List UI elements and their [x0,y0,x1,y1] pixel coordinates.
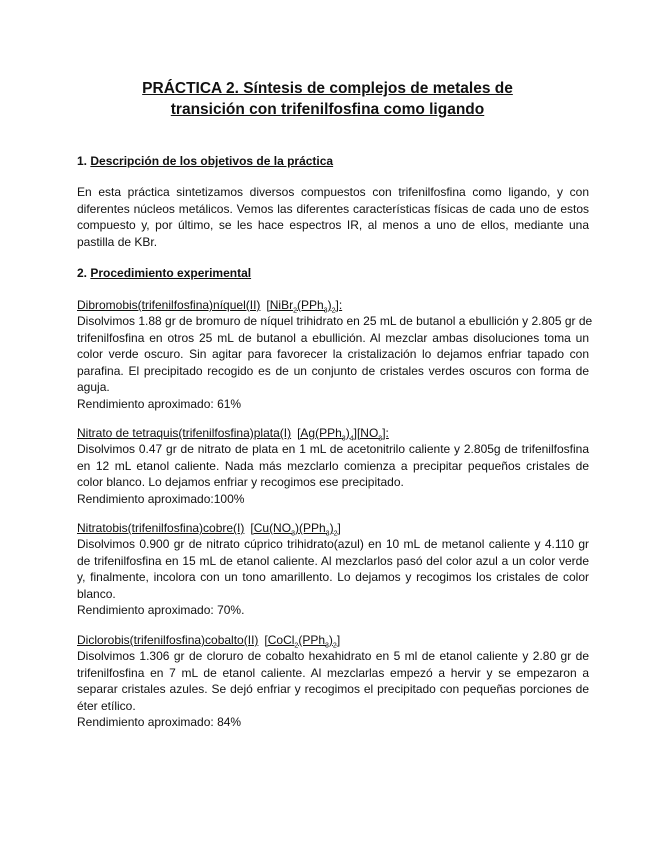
section-2-title: Procedimiento experimental [90,266,252,280]
compound-2-heading [77,425,389,441]
compound-name: Nitrato de tetraquis(trifenilfosfina)plata(I) [77,426,292,440]
yield-line: Rendimiento aproximado:100% [77,491,245,506]
paragraph-line: separar cristales azules. Se dejó enfriar y recogimos el precipitado con pequeñas porciones de [77,682,589,697]
compound-4-heading [77,632,340,648]
compound-2-paragraph [77,441,589,507]
paragraph-line: color blanco. Lo dejamos enfriar y recogimos ese precipitado. [77,475,404,490]
paragraph-line: aguja. [77,380,110,395]
yield-line: Rendimiento aproximado: 61% [77,396,242,411]
compound-name: Nitratobis(trifenilfosfina)cobre(I) [77,521,245,535]
paragraph-line: Disolvimos 1.306 gr de cloruro de cobalto hexahidrato en 5 ml de etanol caliente y 2.80 gr de [77,649,589,663]
compound-name: Diclorobis(trifenilfosfina)cobalto(II) [77,633,259,647]
section-2-heading [77,265,251,281]
section-1-paragraph [77,184,589,250]
paragraph-line: compuesto y, por último, se les hace espectros IR, al menos a uno de ellos, mediante una [77,218,589,233]
paragraph-line: en 12 mL etanol caliente. Nada más mezclarlo comienza a precipitar pequeños cristales de [77,458,589,473]
paragraph-line: Disolvimos 1.88 gr de bromuro de níquel trihidrato en 25 mL de butanol a ebullición y 2.805 gr de [77,314,593,328]
compound-1-heading [77,297,342,313]
title-line-1: PRÁCTICA 2. Síntesis de complejos de metales de [142,80,513,97]
section-1-heading [77,153,333,169]
section-1-title: Descripción de los objetivos de la práctica [90,154,334,168]
section-2-number: 2. [77,266,88,280]
paragraph-line: de trifenilfosfina en 15 mL de etanol caliente. Al mezclarlos pasó del color azul a un color verde [77,553,589,568]
paragraph-line: color verde oscuro. Sin agitar para favorecer la cristalización lo dejamos enfriar tapado con [77,347,589,362]
paragraph-line: parafina. El precipitado recogido es de un conjunto de cristales verdes oscuros con forma de [77,363,589,378]
paragraph-line: Disolvimos 0.900 gr de nitrato cúprico trihidrato(azul) en 10 mL de metanol caliente y 4.110 gr [77,537,589,551]
compound-formula: $[NiBr_2(PPh_3)_2]$: [266,298,343,315]
paragraph-line: éter etílico. [77,698,136,713]
yield-line: Rendimiento aproximado: 70%. [77,603,245,618]
compound-formula: $[Cu(NO_3)(PPh_3)_2]$ [250,521,341,538]
compound-3-paragraph [77,536,589,619]
paragraph-line: trifenilfosfina en otros 25 mL de butanol a ebullición. Al mezclar ambas disoluciones toma un [77,330,589,345]
compound-4-paragraph [77,648,589,731]
compound-formula: $[CoCl_2(PPh_3)_2]$ [264,633,341,650]
compound-3-heading [77,520,341,536]
yield-line: Rendimiento aproximado: 84% [77,715,242,730]
compound-formula: $[Ag(PPh_3)_4][NO_3]$: [297,426,389,443]
compound-1-paragraph [77,313,593,413]
paragraph-line: En esta práctica sintetizamos diversos compuestos con trifenilfosfina como ligando, y con [77,185,589,199]
paragraph-line: trifenilfosfina en 7 mL de etanol caliente. Al mezclarlas empezó a hervir y se empezaron a [77,665,589,680]
paragraph-line: Disolvimos 0.47 gr de nitrato de plata en 1 mL de acetonitrilo caliente y 2.805g de trifenilfosfina [77,442,589,456]
compound-name: Dibromobis(trifenilfosfina)níquel(II) [77,298,261,312]
page-title [0,78,655,120]
paragraph-line: blanco. [77,586,116,601]
title-line-2: transición con trifenilfosfina como ligando [170,101,485,118]
paragraph-line: diferentes núcleos metálicos. Vemos las diferentes características físicas de cada uno de estos [77,201,589,216]
paragraph-line: y, finalmente, incolora con un tono amarillento. Lo dejamos y recogimos los cristales de color [77,570,589,585]
section-1-number: 1. [77,154,88,168]
paragraph-line: pastilla de KBr. [77,234,158,249]
